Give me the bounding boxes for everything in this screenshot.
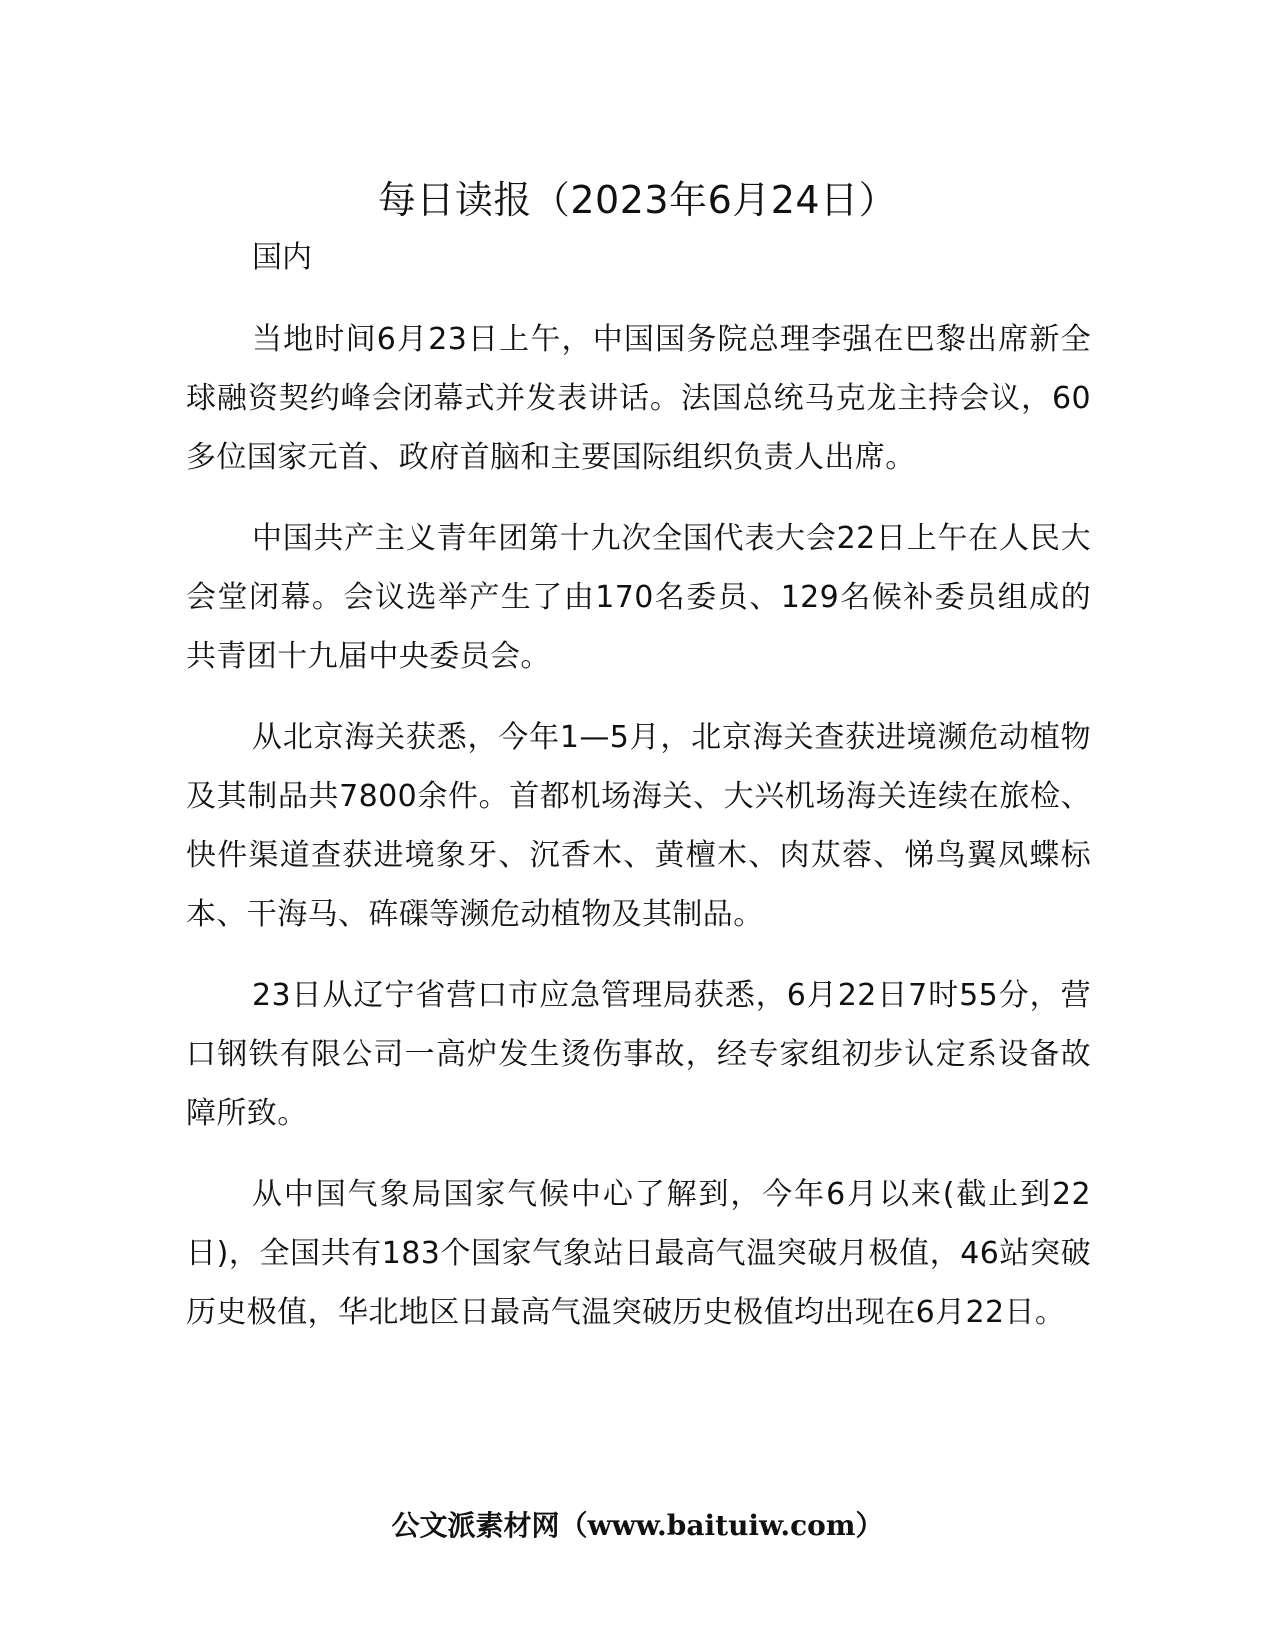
- paragraph-1: 当地时间6月23日上午，中国国务院总理李强在巴黎出席新全球融资契约峰会闭幕式并发表讲话。法国总统马克龙主持会议，60多位国家元首、政府首脑和主要国际组织负责人出席。: [186, 322, 1091, 475]
- document-body: [186, 228, 1091, 1364]
- paragraph-2: 中国共产主义青年团第十九次全国代表大会22日上午在人民大会堂闭幕。会议选举产生了由170名委员、129名候补委员组成的共青团十九届中央委员会。: [186, 521, 1091, 674]
- paragraph-4: 23日从辽宁省营口市应急管理局获悉，6月22日7时55分，营口钢铁有限公司一高炉发生烫伤事故，经专家组初步认定系设备故障所致。: [186, 978, 1091, 1131]
- paragraph-5: 从中国气象局国家气候中心了解到，今年6月以来(截止到22日)，全国共有183个国家气象站日最高气温突破月极值，46站突破历史极值，华北地区日最高气温突破历史极值均出现在6月22日。: [186, 1177, 1091, 1330]
- page-title: 每日读报（2023年6月24日）: [377, 178, 898, 223]
- paragraph-3: 从北京海关获悉，今年1—5月，北京海关查获进境濒危动植物及其制品共7800余件。首都机场海关、大兴机场海关连续在旅检、快件渠道查获进境象牙、沉香木、黄檀木、肉苁蓉、悌鸟翼凤蝶标本、干海马、砗磲等濒危动植物及其制品。: [186, 720, 1091, 932]
- section-heading: 国内: [252, 240, 312, 275]
- footer-source: 公文派素材网（www.baituiw.com）: [391, 1509, 884, 1542]
